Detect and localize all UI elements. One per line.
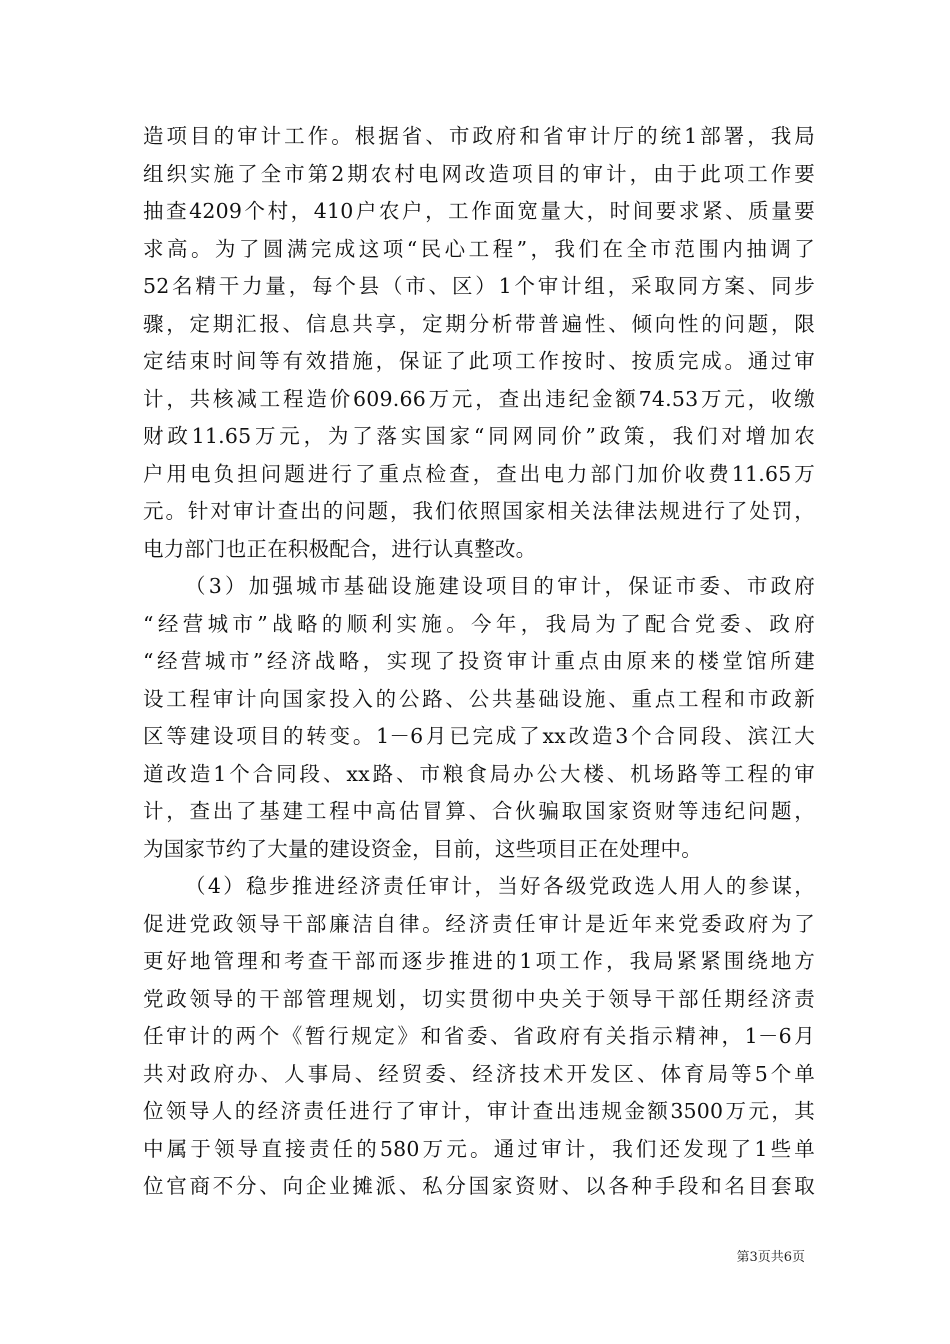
text-line: 电力部门也正在积极配合，进行认真整改。 <box>143 536 537 561</box>
text-line: 促进党政领导干部廉洁自律。经济责任审计是近年来党委政府为了 <box>143 911 815 936</box>
text-line: 定结束时间等有效措施，保证了此项工作按时、按质完成。通过审 <box>143 349 815 373</box>
document-body <box>143 118 815 1206</box>
text-line: 财政11.65万元，为了落实国家“同网同价”政策，我们对增加农 <box>143 424 815 448</box>
text-line: 元。针对审计查出的问题，我们依照国家相关法律法规进行了处罚， <box>143 499 815 523</box>
text-line: 党政领导的干部管理规划，切实贯彻中央关于领导干部任期经济责 <box>143 986 815 1011</box>
text-line: 更好地管理和考查干部而逐步推进的1项工作，我局紧紧围绕地方 <box>143 949 815 973</box>
text-line: 为国家节约了大量的建设资金，目前，这些项目正在处理中。 <box>143 836 702 861</box>
text-line: 任审计的两个《暂行规定》和省委、省政府有关指示精神，1－6月 <box>143 1024 815 1048</box>
text-line: 道改造1个合同段、xx路、市粮食局办公大楼、机场路等工程的审 <box>143 761 815 786</box>
text-line: 共对政府办、人事局、经贸委、经济技术开发区、体育局等5个单 <box>143 1061 815 1086</box>
text-line: 造项目的审计工作。根据省、市政府和省审计厅的统1部署，我局 <box>143 124 815 148</box>
text-line: “经营城市”战略的顺利实施。今年，我局为了配合党委、政府 <box>143 611 815 636</box>
text-line: 位领导人的经济责任进行了审计，审计查出违规金额3500万元，其 <box>143 1099 815 1123</box>
text-line: 求高。为了圆满完成这项“民心工程”，我们在全市范围内抽调了 <box>143 236 815 261</box>
text-line: 户用电负担问题进行了重点检查，查出电力部门加价收费11.65万 <box>143 461 815 486</box>
text-line: 计，查出了基建工程中高估冒算、合伙骗取国家资财等违纪问题， <box>143 799 815 823</box>
text-line: 中属于领导直接责任的580万元。通过审计，我们还发现了1些单 <box>143 1136 815 1161</box>
text-line: 抽查4209个村，410户农户，工作面宽量大，时间要求紧、质量要 <box>143 199 815 223</box>
text-line-section-3-heading: （3）加强城市基础设施建设项目的审计，保证市委、市政府 <box>185 574 815 598</box>
text-line-section-4-heading: （4）稳步推进经济责任审计，当好各级党政选人用人的参谋， <box>185 874 815 898</box>
text-line: “经营城市”经济战略，实现了投资审计重点由原来的楼堂馆所建 <box>143 649 815 673</box>
text-line: 区等建设项目的转变。1－6月已完成了xx改造3个合同段、滨江大 <box>143 724 815 748</box>
page-number-footer: 第3页共6页 <box>736 1250 805 1265</box>
text-line: 计，共核减工程造价609.66万元，查出违纪金额74.53万元，收缴 <box>143 386 815 411</box>
text-line: 组织实施了全市第2期农村电网改造项目的审计，由于此项工作要 <box>143 161 815 186</box>
text-line: 52名精干力量，每个县（市、区）1个审计组，采取同方案、同步 <box>143 274 815 298</box>
text-line: 骤，定期汇报、信息共享，定期分析带普遍性、倾向性的问题，限 <box>143 311 815 336</box>
text-line: 位官商不分、向企业摊派、私分国家资财、以各种手段和名目套取 <box>143 1174 815 1198</box>
text-line: 设工程审计向国家投入的公路、公共基础设施、重点工程和市政新 <box>143 686 815 711</box>
